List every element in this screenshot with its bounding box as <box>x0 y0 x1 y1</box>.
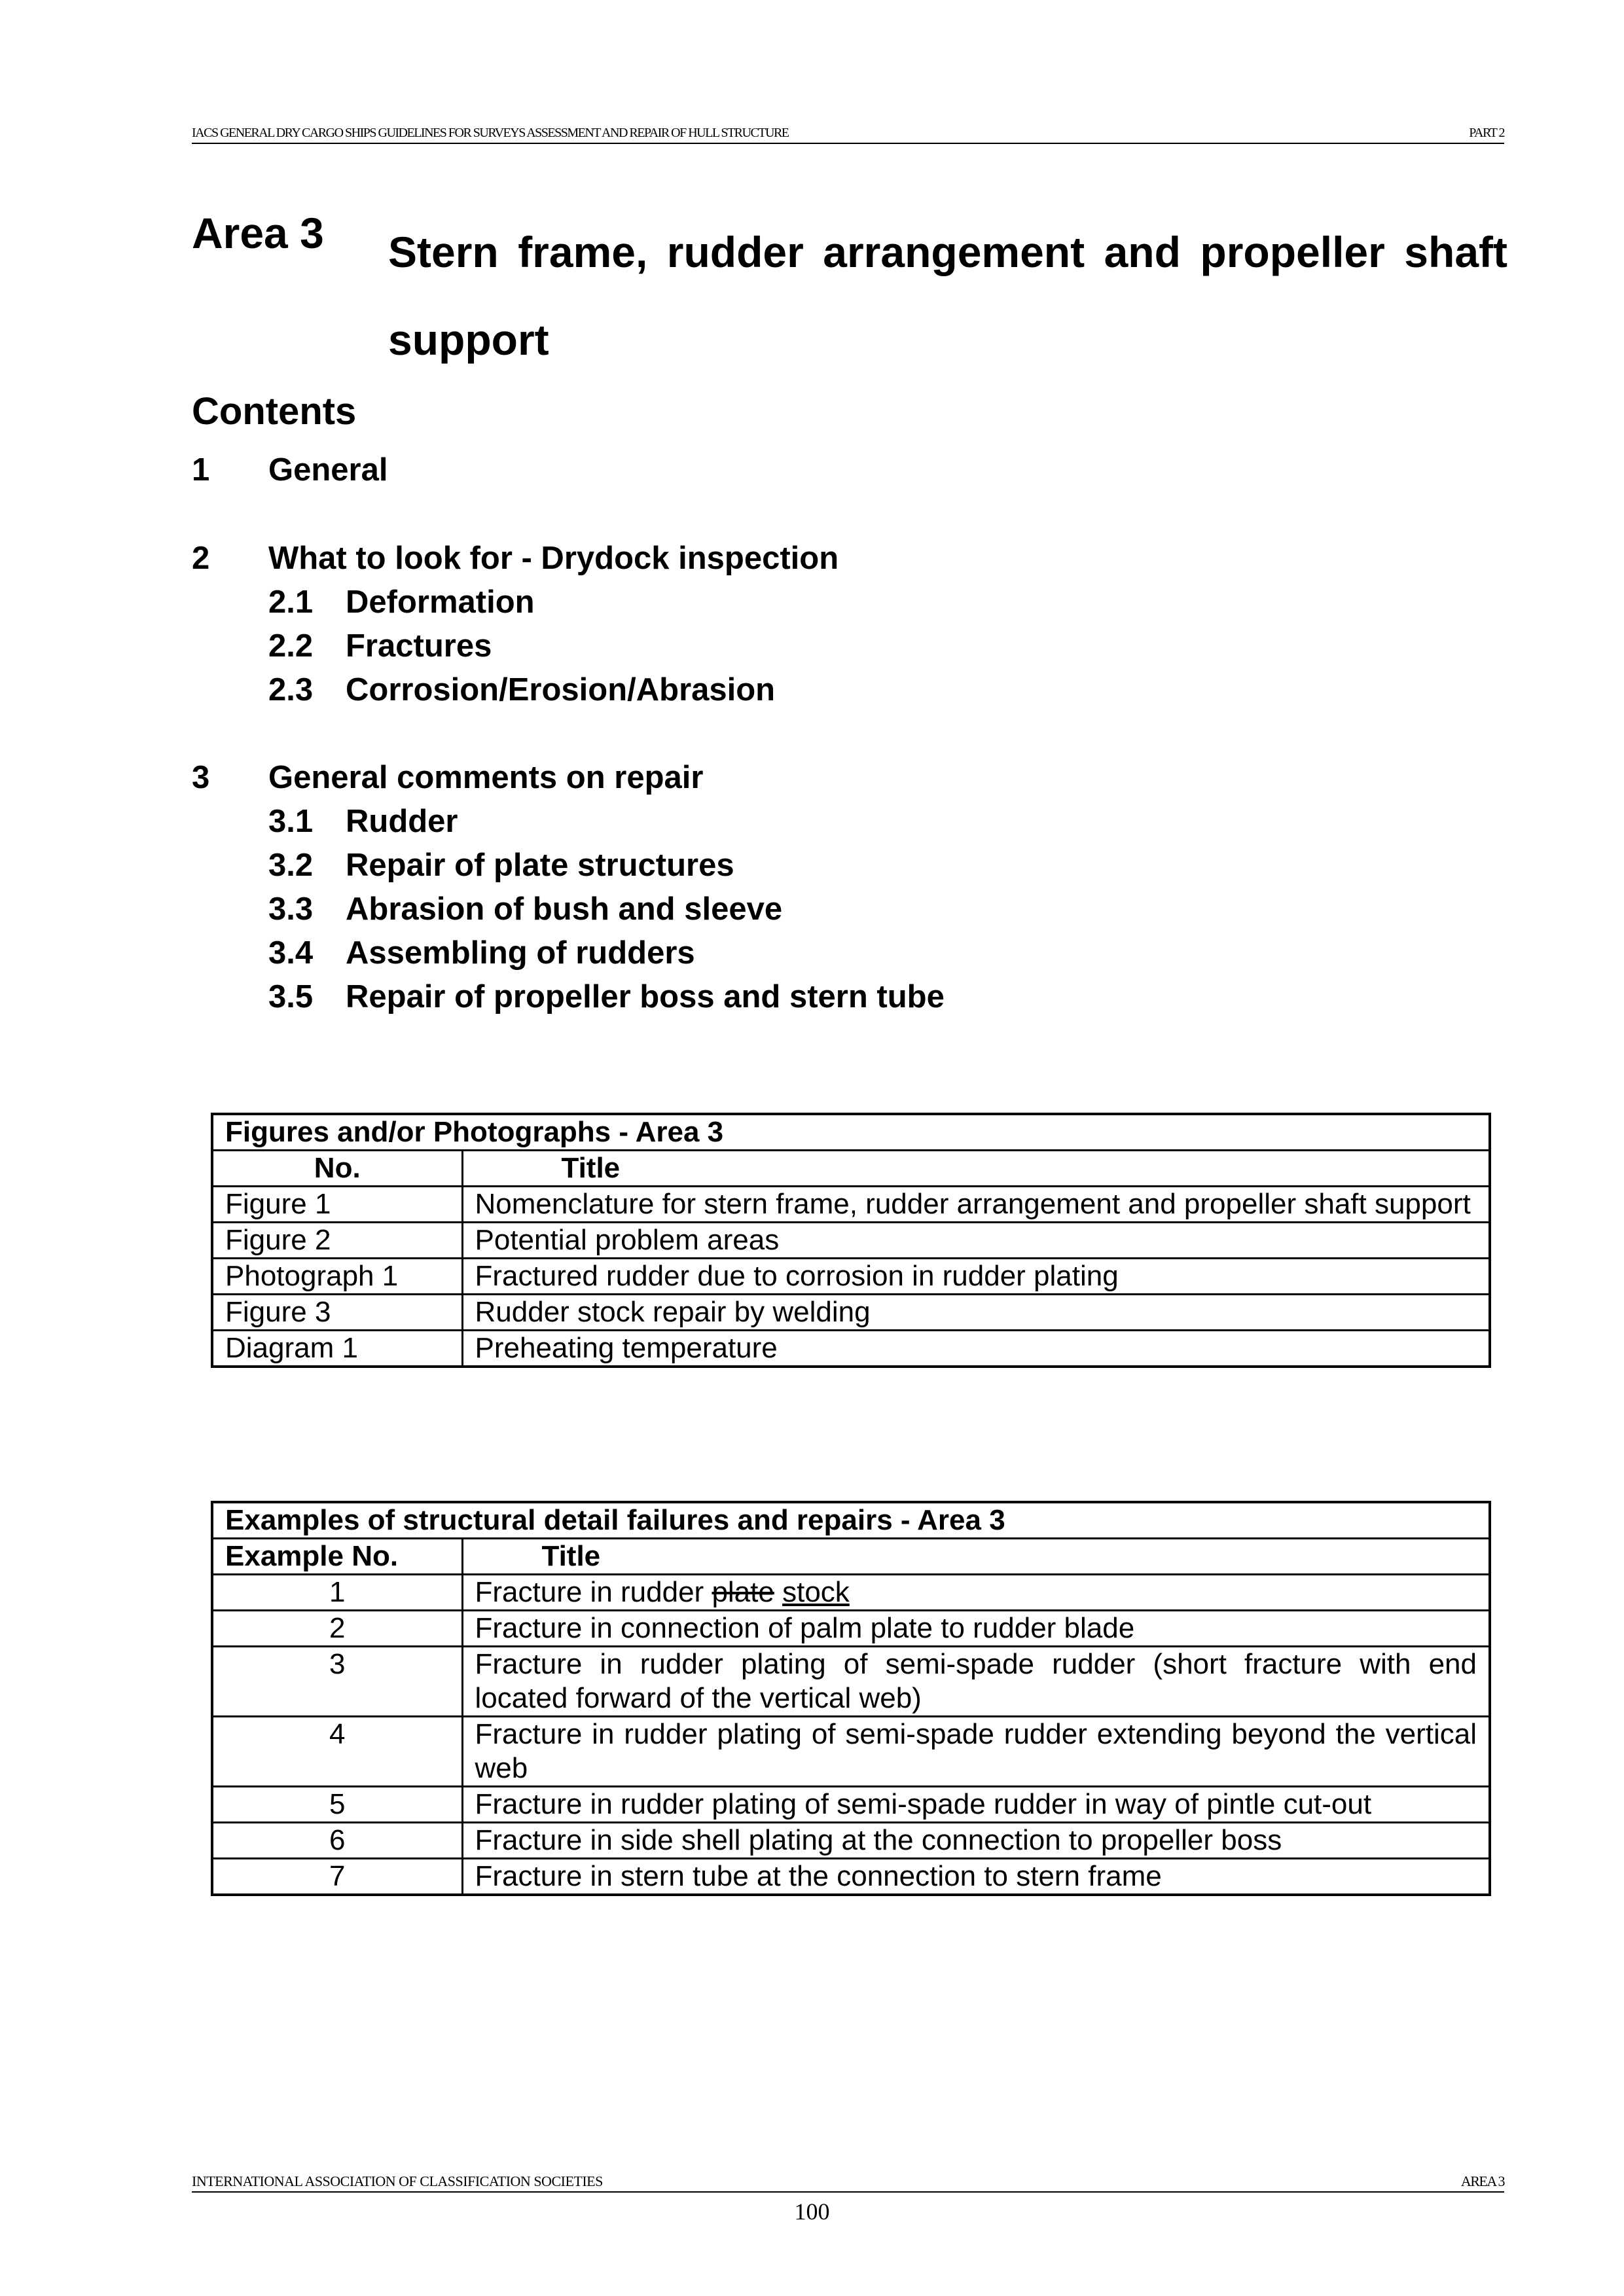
figure-no: Figure 1 <box>212 1187 462 1223</box>
area-number: Area 3 <box>192 209 324 257</box>
toc-label: Assembling of rudders <box>346 935 695 971</box>
toc-number: 2.1 <box>268 584 314 620</box>
table-row <box>212 1259 1490 1295</box>
figure-title: Preheating temperature <box>462 1331 1490 1367</box>
example-title <box>462 1575 1490 1611</box>
table-row <box>212 1575 1490 1611</box>
figure-title: Fractured rudder due to corrosion in rudder plating <box>462 1259 1490 1295</box>
toc-label: Fractures <box>346 628 492 664</box>
figure-no: Diagram 1 <box>212 1331 462 1367</box>
table-caption-row <box>212 1114 1490 1151</box>
toc-number: 3.4 <box>268 935 314 971</box>
contents-heading: Contents <box>192 390 357 433</box>
toc-label: Corrosion/Erosion/Abrasion <box>346 672 776 708</box>
example-no: 7 <box>212 1859 462 1895</box>
table-caption-row <box>212 1502 1490 1539</box>
example-no: 4 <box>212 1717 462 1787</box>
table-row <box>212 1647 1490 1717</box>
struck-text: plate <box>712 1576 774 1608</box>
toc-label: Deformation <box>346 584 535 620</box>
example-no: 6 <box>212 1823 462 1859</box>
figure-title: Nomenclature for stern frame, rudder arrangement and propeller shaft support <box>462 1187 1490 1223</box>
example-title: Fracture in side shell plating at the connection to propeller boss <box>462 1823 1490 1859</box>
figure-title: Rudder stock repair by welding <box>462 1295 1490 1331</box>
figure-title: Potential problem areas <box>462 1223 1490 1259</box>
toc-label: Repair of propeller boss and stern tube <box>346 979 945 1014</box>
column-header-title: Title <box>462 1151 1490 1187</box>
table-row <box>212 1717 1490 1787</box>
toc-number: 3.2 <box>268 848 314 883</box>
example-no: 2 <box>212 1611 462 1647</box>
page-header <box>192 122 1504 144</box>
area-title-text: Stern frame, rudder arrangement and propeller shaft support <box>388 228 1507 364</box>
toc-label: What to look for - Drydock inspection <box>268 541 839 576</box>
toc-label: Rudder <box>346 804 458 839</box>
table-row <box>212 1823 1490 1859</box>
toc-number: 3 <box>192 760 210 795</box>
column-header-no: No. <box>212 1151 462 1187</box>
footer-area-label: AREA 3 <box>1460 2173 1504 2189</box>
toc-label: General comments on repair <box>268 760 704 795</box>
toc-number: 1 <box>192 452 210 488</box>
inserted-text: stock <box>782 1576 850 1608</box>
footer-organization: INTERNATIONAL ASSOCIATION OF CLASSIFICATION SOCIETIES <box>192 2173 603 2189</box>
toc-number: 2.3 <box>268 672 314 708</box>
toc-label: Repair of plate structures <box>346 848 734 883</box>
column-header-title: Title <box>462 1539 1490 1575</box>
table-row <box>212 1787 1490 1823</box>
example-title: Fracture in rudder plating of semi-spade rudder (short fracture with end located forward of the vertical web) <box>462 1647 1490 1717</box>
figures-table-caption: Figures and/or Photographs - Area 3 <box>212 1114 1490 1151</box>
toc-label: Abrasion of bush and sleeve <box>346 891 783 927</box>
table-row <box>212 1187 1490 1223</box>
figure-no: Figure 2 <box>212 1223 462 1259</box>
figures-table <box>211 1113 1491 1368</box>
column-header-example-no: Example No. <box>212 1539 462 1575</box>
header-document-title: IACS GENERAL DRY CARGO SHIPS GUIDELINES FOR SURVEYS ASSESSMENT AND REPAIR OF HULL STRUCTURE <box>192 126 789 140</box>
page-footer <box>192 2172 1504 2193</box>
figure-no: Photograph 1 <box>212 1259 462 1295</box>
example-no: 5 <box>212 1787 462 1823</box>
page-number: 100 <box>794 2198 830 2225</box>
toc-label: General <box>268 452 388 488</box>
examples-table-caption: Examples of structural detail failures and repairs - Area 3 <box>212 1502 1490 1539</box>
toc-number: 3.5 <box>268 979 314 1014</box>
table-header-row <box>212 1151 1490 1187</box>
toc-number: 3.3 <box>268 891 314 927</box>
example-title: Fracture in stern tube at the connection to stern frame <box>462 1859 1490 1895</box>
example-no: 1 <box>212 1575 462 1611</box>
figure-no: Figure 3 <box>212 1295 462 1331</box>
table-row <box>212 1331 1490 1367</box>
table-row <box>212 1611 1490 1647</box>
example-title: Fracture in connection of palm plate to rudder blade <box>462 1611 1490 1647</box>
example-no: 3 <box>212 1647 462 1717</box>
toc-number: 2.2 <box>268 628 314 664</box>
toc-number: 3.1 <box>268 804 314 839</box>
example-title: Fracture in rudder plating of semi-spade rudder in way of pintle cut-out <box>462 1787 1490 1823</box>
examples-table <box>211 1501 1491 1896</box>
toc-number: 2 <box>192 541 210 576</box>
table-row <box>212 1223 1490 1259</box>
example-title-text: Fracture in rudder <box>475 1576 712 1608</box>
table-row <box>212 1295 1490 1331</box>
table-header-row <box>212 1539 1490 1575</box>
table-row <box>212 1859 1490 1895</box>
header-part-label: PART 2 <box>1469 126 1504 140</box>
example-title: Fracture in rudder plating of semi-spade rudder extending beyond the vertical web <box>462 1717 1490 1787</box>
